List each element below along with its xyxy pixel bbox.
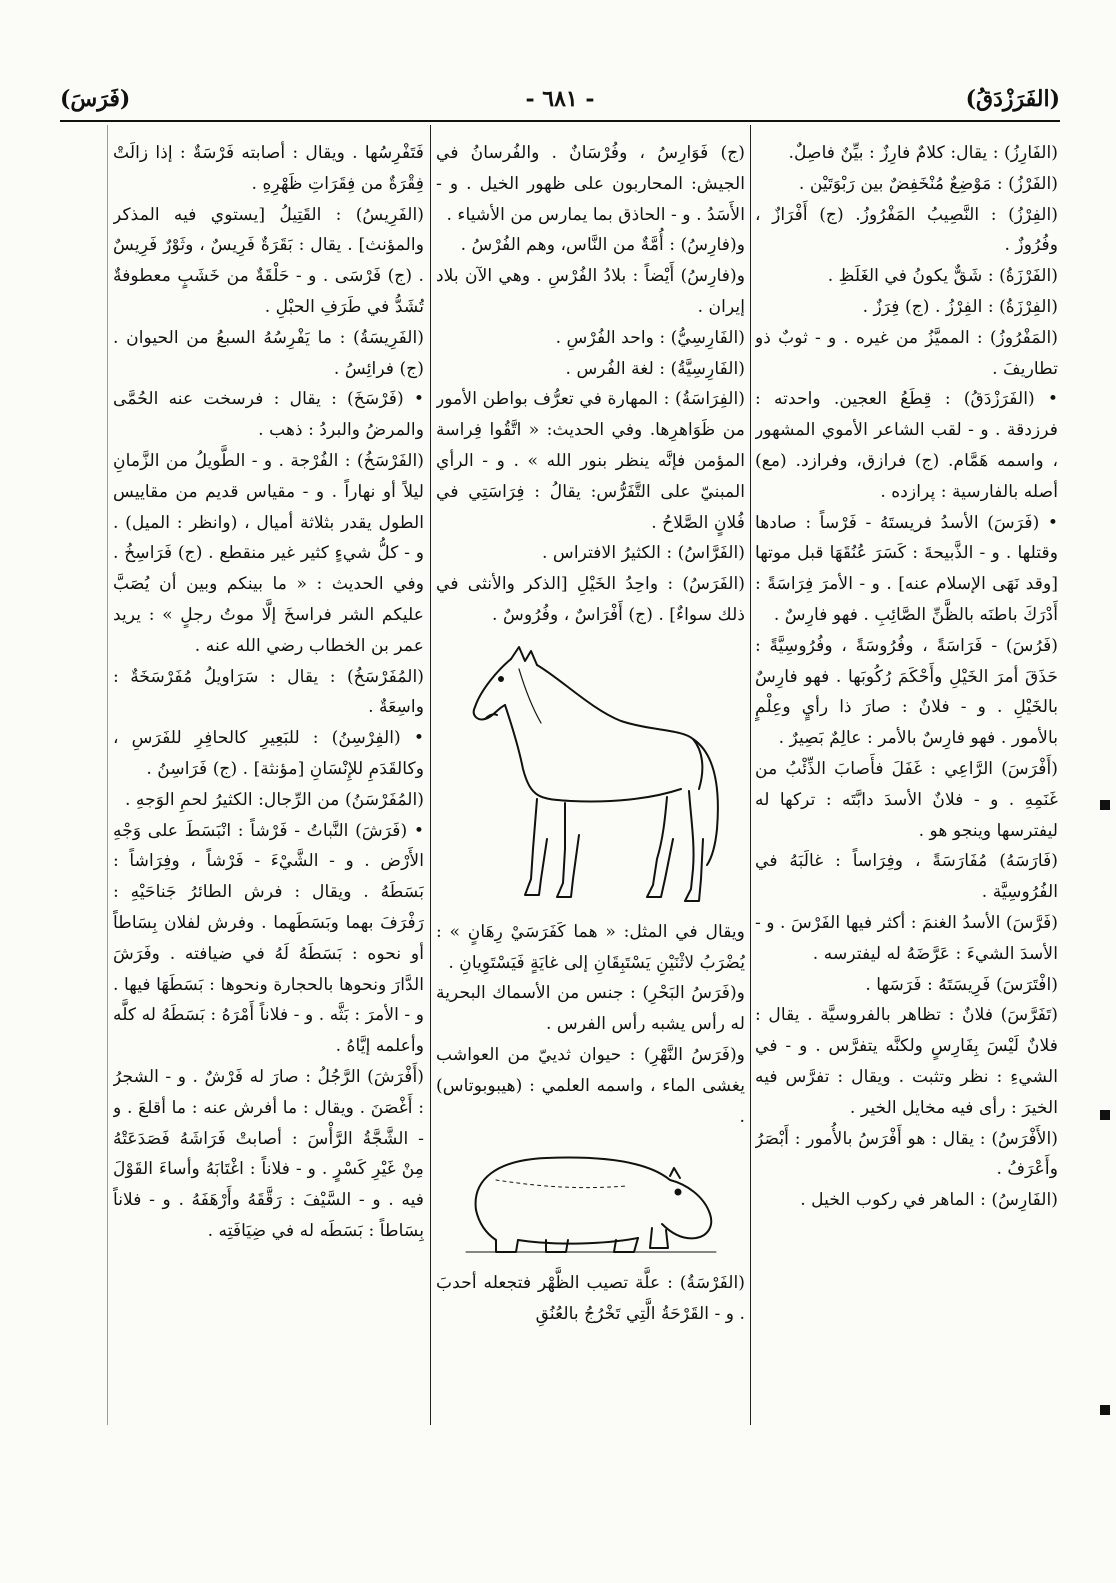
page-number: - ٦٨١ - (525, 86, 595, 112)
entry: و(فَرَسُ النَّهْرِ) : حيوان ثدييّ من العواشب يغشى الماء ، واسمه العلمي : (هيبوبوتاس) . (436, 1044, 745, 1127)
column-middle (436, 138, 745, 1438)
entry: (الفَارِزُ) : يقال: كلامٌ فارِزٌ : بيِّنٌ فاصِلٌ. (788, 143, 1058, 163)
column-divider-right (750, 125, 751, 1425)
entry: و(فارِسُ) أَيْضاً : بلادُ الفُرْسِ . وهي الآن بلاد إيران . (436, 266, 745, 317)
column-divider-left (430, 125, 431, 1425)
entry: (الفَرِيسَةُ) : ما يَفْرِسُهُ السبعُ من الحيوان . (ج) فرائِسُ . (113, 327, 424, 379)
entry: (ج) فَوَارِسُ ، وفُرْسَانٌ . والفُرسانُ في الجيش: المحاربون على ظهور الخيل . و - الأَسَدُ . و - الحاذق بما يمارس من الأشياء . (436, 143, 745, 225)
entry: (المُفَرْسَنُ) من الرِّجال: الكثيرُ لحمِ الوَجهِ . (124, 789, 424, 810)
entry: (الفِرْزَةُ) : الفِرْزُ . (ج) فِرَزٌ . (862, 296, 1058, 317)
entry: (الفَرْسَخُ) : الفُرْجة . و - الطَّويلُ من الزَّمانِ ليلاً أو نهاراً . و - مقياس قديم من مقاييس الطول يقدر بثلاثة أميال ، (وانظر : الميل) . و - كلُّ شيءٍ كثير غير منقطع . (ج) فَرَاسِخُ . وفي الحديث : « ما بينكم وبين أن يُصَبَّ عليكم الشر فراسخَ إلَّا موتُ رجلٍ » : يريد عمر بن الخطاب رضي الله عنه . (113, 450, 424, 656)
entry: (تَفَرَّسَ) فلانٌ : تظاهر بالفروسيَّة . يقال : فلانٌ لَيْسَ بِفَارِسٍ ولكنَّه يتفرَّس . و - في الشيءِ : نظر وتثبت . ويقال : تفرَّس فيه الخيرَ : رأى فيه مخايل الخير . (755, 1005, 1058, 1118)
header-rule (60, 120, 1060, 122)
entry: (الفَرِيسُ) : القَتِيلُ [يستوي فيه المذكر والمؤنث] . يقال : بَقَرَةٌ فَرِيسٌ ، وثَوْرٌ فَرِيسٌ . (ج) فَرْسَى . و - حَلْقَةٌ من خَشَبٍ معطوفةٌ تُشَدُّ في طَرَفِ الحبْلِ . (113, 204, 424, 317)
entry: (الفَرْزُ) : مَوْضِعٌ مُنْخَفِضٌ بين رَبْوَتَيْن . (798, 173, 1058, 194)
margin-mark (1100, 800, 1110, 810)
entry: (المُفَرْسَخُ) : يقال : سَرَاويلُ مُفَرْسَخَةٌ : واسِعَةٌ . (113, 666, 424, 718)
entry: (الفَارِسُ) : الماهر في ركوب الخيل . (800, 1190, 1058, 1211)
column-right (755, 138, 1058, 1438)
margin-mark (1100, 1110, 1110, 1120)
entry: و(فارِسُ) : أُمَّةٌ من النَّاس، وهم الفُرْسُ . (460, 235, 745, 256)
entry: • (الفَرَزْدَقُ) : قِطَعُ العجين. واحدته : فرزدقة . و - لقب الشاعر الأموي المشهور ، واسمه هَمَّام. (ج) فرازق، وفرازد. (مع) أصله بالفارسية : پرازده . (755, 389, 1058, 502)
running-header (60, 78, 1060, 118)
entry: ويقال في المثل: « هما كَفَرَسَيْ رِهَانٍ » : يُضْرَبُ لاثْنَيْنِ يَسْتَبِقَانِ إلى غايَةٍ فَيَسْتَوِيانِ . (436, 921, 745, 973)
entry: (المَفْرُوزُ) : المميَّزُ من غيره . و - ثوبٌ ذو تطاريفَ . (755, 327, 1058, 379)
entry: • (الفِرْسِنُ) : للبَعِيرِ كالحافِرِ للفَرَسِ ، وكالقَدَمِ للإِنْسَانِ [مؤنثة] . (ج) فَرَاسِنُ . (113, 728, 424, 779)
entry: (الفِرْزُ) : النَّصِيبُ المَفْرُوزُ. (ج) أَفْرَازٌ ، وفُرُوزٌ . (755, 204, 1058, 256)
header-right-word: (الفَرَزْدَقُ) (965, 86, 1060, 112)
header-left-word: (فَرَسَ) (60, 86, 131, 112)
entry: (الفَارِسِيُّ) : واحد الفُرْسِ . (555, 327, 745, 348)
column-left (113, 138, 424, 1438)
entry: (الفَارِسِيَّةُ) : لغة الفُرس . (565, 358, 745, 379)
entry: (أَفْرَشَ) الرَّجُلُ : صارَ له فَرْشٌ . و - الشجرُ : أَغْصَنَ . ويقال : ما أفرش عنه : ما أقلعَ . و - الشَّجَّةُ الرَّأْسَ : أصابتْ فَرَاشَهُ فَصَدَعَتْهُ مِنْ غَيْرِ كَسْرٍ . و - فلاناً : اغْتَابَهُ وأساءَ القَوْلَ فيه . و - السَّيْفَ : رَقَّقَهُ وأَرْهَفَهُ . و - فلاناً بِسَاطاً : بَسَطَه له في ضِيَافَتِه . (113, 1066, 424, 1241)
entry: (الفَرْزَةُ) : شَقٌّ يكونُ في الغَلَظِ . (827, 266, 1058, 287)
page-edge-line (107, 125, 108, 1425)
entry: (الفِرَاسَةُ) : المهارة في تعرُّف بواطن الأمور من ظَوَاهرِها. وفي الحديث: « اتَّقُوا فِراسة المؤمن فإنَّه ينظر بنور الله » . و - الرأي المبنيّ على التَّفَرُّس: يقالُ : فِرَاسَتِي في فُلانٍ الصَّلاحُ . (436, 389, 745, 533)
entry: • (فَرْسَخَ) : يقال : فرسخت عنه الحُمَّى والمرضُ والبردُ : ذهب . (113, 389, 424, 441)
entry: و(فَرَسُ البَحْرِ) : جنس من الأسماك البحرية له رأس يشبه رأس الفرس . (436, 983, 745, 1035)
entry: (فَرُسَ) - فَرَاسَةً ، وفُرُوسَةً ، وفُرُوسِيَّةً : حَذَقَ أمرَ الخَيْلِ وأَحْكَمَ رُكُوبَها . فهو فارِسٌ بالخَيْلِ . و - فلانٌ : صارَ ذا رأيٍ وعِلْمٍ بالأمور . فهو فارِسٌ بالأمر : عالِمٌ بَصِيرٌ . (755, 635, 1058, 749)
entry: (أَفْرَسَ) الرَّاعِي : غَفَلَ فأَصابَ الذِّئْبُ من غَنَمِهِ . و - فلانٌ الأسدَ دابَّتَه : تركها له ليفترسها وينجو هو . (755, 758, 1058, 841)
entry: (الفَرْسَةُ) : علَّة تصيب الظَّهْر فتجعله أحدبَ . و - القَرْحَةُ الَّتِي تَخْرُجُ بالعُنُقِ (436, 1273, 745, 1325)
entry: (الأَفْرَسُ) : يقال : هو أَفْرَسُ بالأُمور : أَبْصَرُ وأَعْرَفُ . (755, 1128, 1058, 1180)
margin-mark (1100, 1405, 1110, 1415)
entry: (افْتَرَسَ) فَرِيسَتَهُ : فَرَسَها . (865, 974, 1058, 995)
entry: • (فَرَسَ) الأسدُ فريستَهُ - فَرْساً : صادها وقتلها . و - الذَّبيحةَ : كَسَرَ عُنُقَهَا قبل موتها [وقد نَهَى الإسلام عنه] . و - الأمرَ فِرَاسَةً : أَدْرَكَ باطنَه بالظَّنِّ الصَّائِبِ . فهو فارِسٌ . (755, 512, 1058, 625)
entry: • (فَرَشَ) النَّباتُ - فَرْشاً : انْبَسَطَ على وَجْهِ الأَرْض . و - الشَّيْءَ - فَرْشاً ، وفِرَاشاً : بَسَطَهُ . ويقال : فرش الطائرُ جَناحَيْهِ : رَفْرَفَ بهما وبَسَطَهما . وفرش لفلان بِسَاطاً أو نحوه : بَسَطَهُ لَهُ في ضيافته . وفَرَشَ الدَّارَ ونحوها بالحجارة ونحوها : بَسَطَهَا فيها . و - الأمرَ : بَثَّه . و - فلاناً أَمْرَهُ : بَسَطَهُ له كلَّه وأعلمه إيَّاهُ . (113, 820, 424, 1057)
entry: (الفَرَّاسُ) : الكثيرُ الافتراس . (541, 543, 745, 564)
hippopotamus-illustration (456, 1140, 726, 1260)
entry: (الفَرَسُ) : واحِدُ الخَيْلِ [الذكر والأنثى في ذلك سواءٌ] . (ج) أَفْرَاسٌ ، وفُرُوسٌ . (436, 574, 745, 625)
entry: (فَارَسَهُ) مُفَارَسَةً ، وفِرَاساً : غالَبَهُ في الفُرُوسِيَّة . (755, 851, 1058, 903)
entry: (فَرَّسَ) الأسدُ الغنمَ : أكثر فيها الفَرْسَ . و - الأسدَ الشيءَ : عَرَّضَهُ له ليفترسه . (755, 912, 1058, 964)
entry: فَتَفْرِسُها . ويقال : أصابته فَرْسَةٌ : إذا زالَتْ فِقْرَةٌ من فِقَرَاتِ ظَهْرِهِ . (113, 143, 424, 194)
horse-illustration (441, 639, 741, 909)
